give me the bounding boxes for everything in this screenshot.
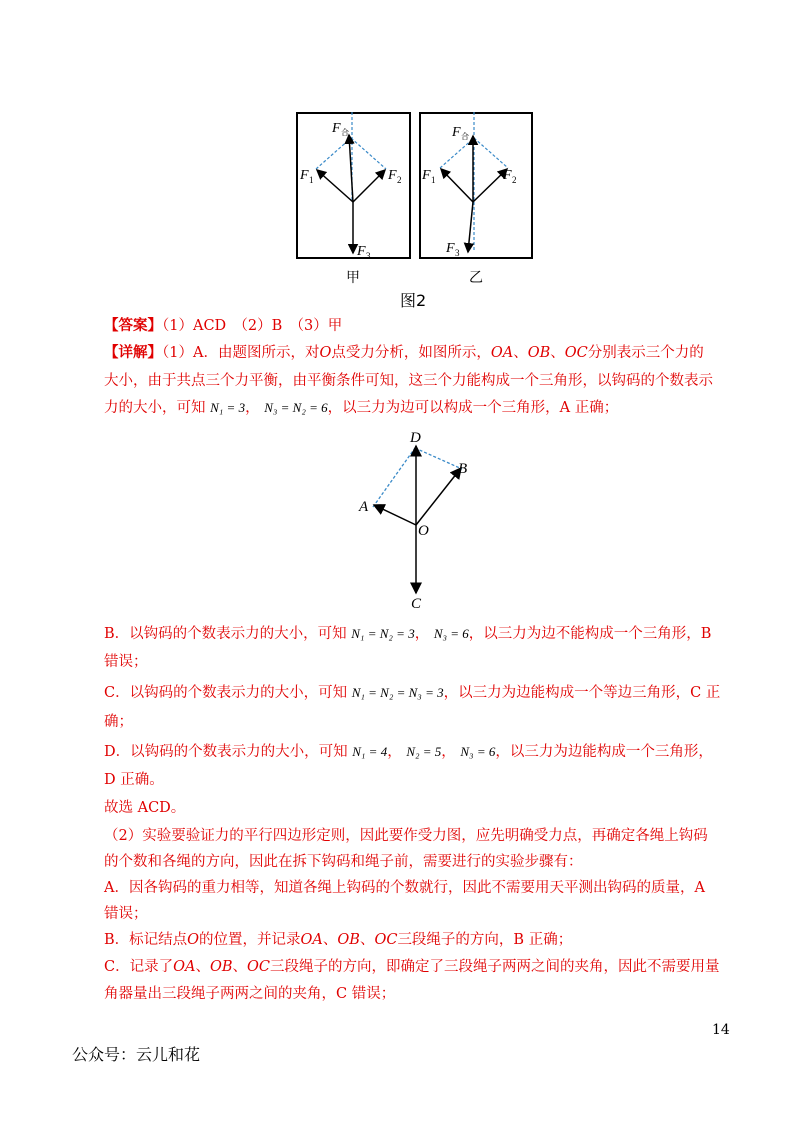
option-text: D．以钩码的个数表示力的大小，可知 bbox=[104, 744, 348, 760]
part2-line-3: A．因各钩码的重力相等，知道各绳上钩码的个数就行，因此不需要用天平测出钩码的质量，A bbox=[104, 880, 705, 896]
part2-line-1: （2）实验要验证力的平行四边形定则，因此要作受力图，应先明确受力点，再确定各绳上钩码 bbox=[104, 828, 708, 844]
detail-oa: OA bbox=[490, 345, 514, 361]
answer-line bbox=[104, 316, 342, 336]
option-c-line-2: 确； bbox=[104, 714, 133, 730]
option-text: ，以三力为边不能构成一个三角形，B bbox=[468, 626, 712, 642]
part2-text: 三段绳子的方向，B 正确； bbox=[397, 932, 573, 948]
math-n1-eq-n2-eq-3: N₁ = N₂ = 3 bbox=[351, 626, 415, 641]
choose-line: 故选 ACD。 bbox=[104, 800, 186, 816]
label-f3-sub: 3 bbox=[455, 248, 460, 258]
detail-text: ，以三力为边可以构成一个三角形，A 正确； bbox=[327, 400, 619, 416]
label-ftotal: F bbox=[452, 125, 461, 140]
label-f1: F bbox=[422, 168, 431, 183]
math-n1-eq-4: N₁ = 4 bbox=[352, 744, 388, 759]
force-diagram-yi bbox=[419, 112, 533, 262]
option-d-line-2: D 正确。 bbox=[104, 772, 164, 788]
point-c: C bbox=[411, 596, 422, 612]
option-text: B．以钩码的个数表示力的大小，可知 bbox=[104, 626, 347, 642]
part2-oc: OC bbox=[247, 959, 270, 975]
math-n2-eq-5: N₂ = 5 bbox=[406, 744, 442, 759]
label-f3-sub: 3 bbox=[366, 251, 371, 261]
part2-ob: OB bbox=[209, 959, 233, 975]
part2-text: C．记录了 bbox=[104, 959, 174, 975]
point-a: A bbox=[359, 499, 369, 515]
part2-line-4: 错误； bbox=[104, 906, 148, 922]
option-c-line-1 bbox=[104, 683, 720, 703]
point-d: D bbox=[410, 430, 421, 446]
label-f2: F bbox=[503, 168, 512, 183]
part2-oa: OA bbox=[173, 959, 196, 975]
label-f3: F bbox=[446, 241, 455, 256]
label-f1-sub: 1 bbox=[431, 175, 436, 185]
math-n3-eq-6: N₃ = 6 bbox=[460, 744, 496, 759]
answer-bracket: 【答案】 bbox=[104, 317, 162, 334]
detail-line-2: 大小，由于共点三个力平衡，由平衡条件可知，这三个力能构成一个三角形，以钩码的个数表示 bbox=[104, 373, 713, 389]
label-f1-sub: 1 bbox=[309, 175, 314, 185]
force-f3-arrow bbox=[468, 202, 473, 252]
vector-ob bbox=[416, 468, 461, 525]
detail-point-o: O bbox=[319, 345, 332, 361]
detail-sep: 、 bbox=[513, 345, 528, 361]
force-f1-arrow bbox=[317, 170, 353, 202]
option-b-line-1: B．以钩码的个数表示力的大小，可知 N₁ = N₂ = 3， N₃ = 6，以三力为边不能构成一个三角形，B bbox=[104, 626, 712, 642]
math-n1-eq-3: N₁ = 3 bbox=[210, 400, 246, 415]
label-f1: F bbox=[300, 168, 309, 183]
part2-point-o: O bbox=[187, 932, 200, 948]
detail-line-1 bbox=[104, 343, 704, 363]
figure-caption: 图2 bbox=[400, 291, 427, 310]
part2-text: 的位置，并记录 bbox=[199, 932, 301, 948]
part2-line-2: 的个数和各绳的方向，因此在拆下钩码和绳子前，需要进行的实验步骤有： bbox=[104, 854, 583, 870]
part2-ob: OB bbox=[337, 932, 360, 948]
detail-ob: OB bbox=[527, 345, 551, 361]
force-diagram-oabc bbox=[350, 425, 480, 615]
label-ftotal-sub: 合 bbox=[341, 128, 349, 137]
label-f2: F bbox=[388, 168, 397, 183]
detail-text: 点受力分析，如图所示， bbox=[331, 345, 491, 361]
math-n1-eq-n2-eq-n3-eq-3: N₁ = N₂ = N₃ = 3 bbox=[351, 685, 444, 700]
part2-line-7: 角器量出三段绳子两两之间的夹角，C 错误； bbox=[104, 986, 396, 1002]
detail-text: 分别表示三个力的 bbox=[587, 345, 704, 361]
detail-bracket: 【详解】 bbox=[104, 344, 162, 361]
part2-line-6: C．记录了OA、OB、OC三段绳子的方向，即确定了三段绳子两两之间的夹角，因此不需要用量 bbox=[104, 959, 720, 975]
math-n3-eq-6: N₃ = 6 bbox=[433, 626, 469, 641]
detail-line-3: 力的大小，可知 N₁ = 3， N₃ = N₂ = 6，以三力为边可以构成一个三角形，A 正确； bbox=[104, 400, 619, 416]
label-f2-sub: 2 bbox=[512, 175, 517, 185]
part2-oc: OC bbox=[374, 932, 398, 948]
option-d-line-1: D．以钩码的个数表示力的大小，可知 N₁ = 4， N₂ = 5， N₃ = 6，以三力为边能构成一个三角形， bbox=[104, 744, 713, 760]
option-text: C．以钩码的个数表示力的大小，可知 bbox=[104, 685, 348, 701]
figure-label-jia: 甲 bbox=[346, 270, 360, 286]
vector-oa bbox=[374, 505, 416, 525]
option-b-line-2: 错误； bbox=[104, 654, 148, 670]
footer-text: 公众号：云儿和花 bbox=[72, 1045, 201, 1064]
part2-text: 三段绳子的方向，即确定了三段绳子两两之间的夹角，因此不需要用量 bbox=[270, 959, 720, 975]
point-b: B bbox=[458, 461, 468, 477]
detail-text: （1）A．由题图所示，对 bbox=[162, 345, 320, 361]
force-f2-arrow bbox=[353, 170, 385, 202]
detail-text: 力的大小，可知 bbox=[104, 400, 206, 416]
option-text: ，以三力为边能构成一个等边三角形，C 正 bbox=[443, 685, 721, 701]
label-f3: F bbox=[357, 244, 366, 259]
figure-label-yi: 乙 bbox=[469, 270, 483, 286]
page-number: 14 bbox=[712, 1022, 730, 1038]
option-text: ，以三力为边能构成一个三角形， bbox=[495, 744, 713, 760]
point-o: O bbox=[418, 523, 429, 539]
part2-text: B．标记结点 bbox=[104, 932, 188, 948]
answer-text: （1）ACD （2）B （3）甲 bbox=[162, 318, 343, 334]
force-f1-arrow bbox=[441, 169, 473, 202]
label-ftotal-sub: 合 bbox=[461, 132, 469, 141]
force-f2-arrow bbox=[473, 169, 507, 202]
math-n3-eq-n2-eq-6: N₃ = N₂ = 6 bbox=[264, 400, 328, 415]
force-diagram-jia bbox=[296, 112, 411, 262]
label-f2-sub: 2 bbox=[397, 175, 402, 185]
part2-oa: OA bbox=[300, 932, 323, 948]
label-ftotal: F bbox=[332, 121, 341, 136]
detail-sep: 、 bbox=[550, 345, 565, 361]
part2-line-5: B．标记结点O的位置，并记录OA、OB、OC三段绳子的方向，B 正确； bbox=[104, 932, 573, 948]
detail-oc: OC bbox=[564, 345, 588, 361]
